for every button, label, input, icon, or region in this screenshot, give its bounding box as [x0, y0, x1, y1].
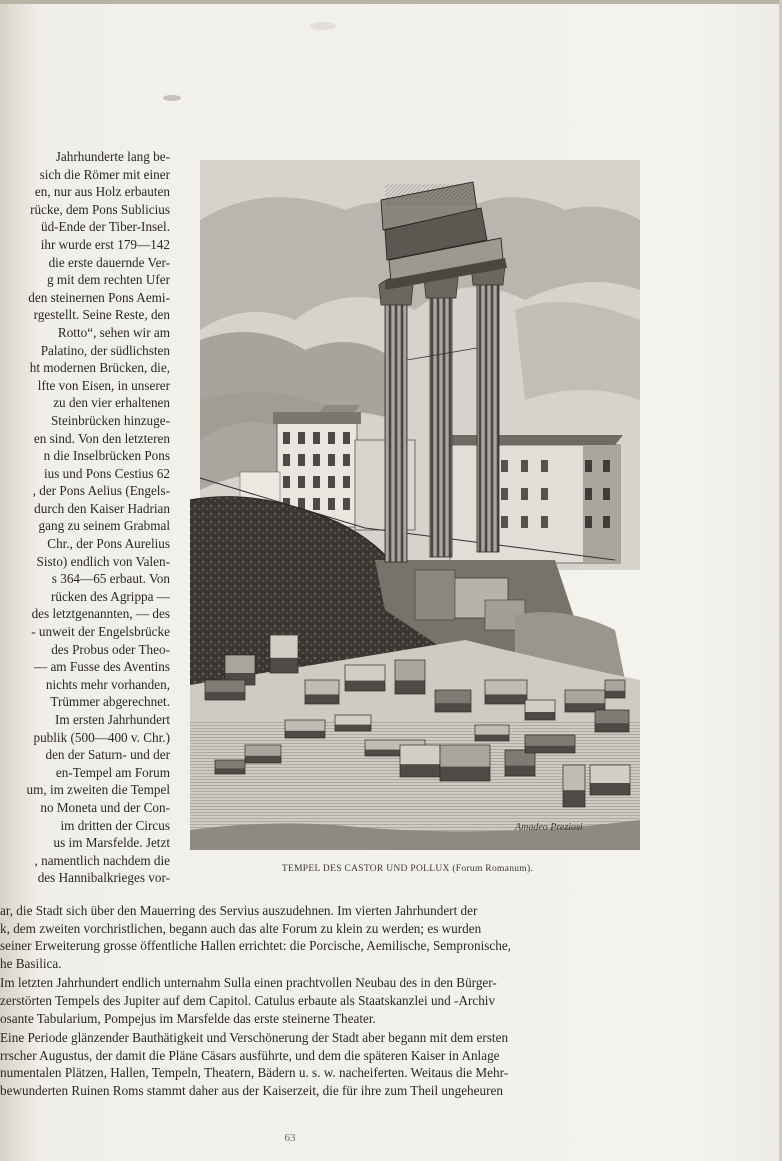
- text-line: osante Tabularium, Pompejus im Marsfelde das erste steinerne Theater.: [0, 1010, 376, 1026]
- text-line: ihr wurde erst 179—142: [40, 236, 170, 252]
- text-line: gang zu seinem Grabmal: [38, 518, 170, 534]
- text-line: us im Marsfelde. Jetzt: [53, 835, 170, 851]
- text-line: im dritten der Circus: [60, 817, 170, 833]
- text-line: bewunderten Ruinen Roms stammt daher aus der Kaiserzeit, die für ihre zum Theil ungeheuren: [0, 1082, 503, 1098]
- text-line: - unweit der Engelsbrücke: [31, 624, 170, 640]
- text-line: en-Tempel am Forum: [55, 764, 170, 780]
- text-line: he Basilica.: [0, 955, 62, 971]
- stone-block: [285, 720, 325, 738]
- stone-block: [205, 680, 245, 700]
- stone-block: [525, 735, 575, 753]
- text-line: Palatino, der südlichsten: [40, 342, 170, 358]
- text-line: den der Saturn- und der: [45, 747, 170, 763]
- text-line: Sisto) endlich von Valen-: [36, 553, 170, 569]
- stone-block: [440, 745, 490, 781]
- stone-block: [595, 710, 629, 732]
- text-line: ius und Pons Cestius 62: [43, 465, 170, 481]
- text-line: seiner Erweiterung grosse öffentliche Hallen errichtet: die Porcische, Aemilische, Sempronische,: [0, 938, 511, 954]
- text-line: üd-Ende der Tiber-Insel.: [40, 219, 170, 235]
- page-number: 63: [284, 1132, 296, 1144]
- stone-block: [590, 765, 630, 795]
- text-line: Jahrhunderte lang be-: [55, 149, 170, 164]
- text-line: rücken des Agrippa —: [50, 588, 170, 604]
- stone-block: [345, 665, 385, 691]
- text-line: Chr., der Pons Aurelius: [47, 536, 170, 552]
- text-line: rücke, dem Pons Sublicius: [30, 201, 170, 217]
- text-line: numentalen Plätzen, Hallen, Tempeln, Theatern, Bädern u. s. w. nacheiferten. Weitaus die Mehr-: [0, 1065, 509, 1081]
- stone-block: [565, 690, 605, 712]
- stone-block: [270, 635, 298, 673]
- text-line: no Moneta und der Con-: [40, 799, 170, 815]
- stone-block: [563, 765, 585, 807]
- temple-engraving: [185, 160, 645, 850]
- text-line: durch den Kaiser Hadrian: [34, 500, 170, 516]
- stone-block: [485, 680, 527, 704]
- text-line: des Probus oder Theo-: [51, 641, 170, 657]
- text-line: zu den vier erhaltenen: [53, 395, 170, 411]
- text-line: — am Fusse des Aventins: [33, 659, 170, 675]
- text-line: den steinernen Pons Aemi-: [28, 289, 170, 305]
- text-line: Trümmer abgerechnet.: [50, 694, 170, 710]
- stone-block: [215, 760, 245, 774]
- stone-block: [245, 745, 281, 763]
- full-width-text: [0, 902, 632, 1100]
- text-line: um, im zweiten die Tempel: [26, 782, 170, 798]
- stone-block: [400, 745, 440, 777]
- text-line: Rotto“, sehen wir am: [57, 324, 170, 340]
- text-line: rrscher Augustus, der damit die Pläne Cäsars ausführte, und dem die späteren Kaiser in Anlage: [0, 1047, 500, 1063]
- stone-block: [435, 690, 471, 712]
- ink-smudge: [163, 95, 181, 101]
- text-line: en, nur aus Holz erbauten: [34, 184, 170, 200]
- text-line: g mit dem rechten Ufer: [46, 272, 170, 288]
- text-line: des letztgenannten, — des: [31, 606, 170, 622]
- text-line: die erste dauernde Ver-: [48, 254, 170, 270]
- text-line: Eine Periode glänzender Bauthätigkeit und Verschönerung der Stadt aber begann mit dem ersten: [0, 1030, 509, 1046]
- text-line: lfte von Eisen, in unserer: [37, 377, 170, 393]
- page-top-edge: [0, 0, 782, 4]
- text-line: zerstörten Tempels des Jupiter auf dem Capitol. Catulus erbaute als Staatskanzlei und -Archiv: [0, 992, 496, 1008]
- stone-block: [505, 750, 535, 776]
- text-line: en sind. Von den letzteren: [33, 430, 170, 446]
- text-line: k, dem zweiten vorchristlichen, begann auch das alte Forum zu klein zu werden; es wurden: [0, 920, 482, 936]
- stone-block: [525, 700, 555, 720]
- stone-block: [605, 680, 625, 698]
- text-line: ar, die Stadt sich über den Mauerring des Servius auszudehnen. Im vierten Jahrhundert der: [0, 903, 478, 918]
- text-line: , der Pons Aelius (Engels-: [32, 483, 170, 499]
- text-line: ht modernen Brücken, die,: [29, 360, 170, 376]
- text-line: nichts mehr vorhanden,: [45, 676, 170, 692]
- text-line: n die Inselbrücken Pons: [43, 448, 170, 464]
- engraving-illustration: [185, 160, 645, 850]
- left-text-column: [0, 148, 170, 887]
- text-line: publik (500—400 v. Chr.): [33, 729, 170, 745]
- text-line: rgestellt. Seine Reste, den: [33, 307, 170, 323]
- figure-caption: TEMPEL DES CASTOR UND POLLUX (Forum Romanum).: [281, 864, 534, 874]
- stone-block: [305, 680, 339, 704]
- stone-block: [475, 725, 509, 741]
- ink-smudge: [310, 22, 336, 30]
- text-line: , namentlich nachdem die: [34, 852, 170, 868]
- stone-block: [335, 715, 371, 731]
- text-line: des Hannibalkrieges vor-: [37, 870, 170, 886]
- text-line: Steinbrücken hinzuge-: [50, 412, 170, 428]
- cloud: [515, 302, 640, 400]
- text-line: Im letzten Jahrhundert endlich unternahm Sulla einen prachtvollen Neubau des in den Bürger-: [0, 975, 497, 991]
- text-line: sich die Römer mit einer: [39, 166, 170, 182]
- stone-block: [395, 660, 425, 694]
- artist-signature: Amadeo Preziosi: [515, 822, 583, 833]
- text-line: Im ersten Jahrhundert: [55, 712, 170, 727]
- text-line: s 364—65 erbaut. Von: [51, 571, 170, 587]
- temple-columns: [379, 259, 505, 563]
